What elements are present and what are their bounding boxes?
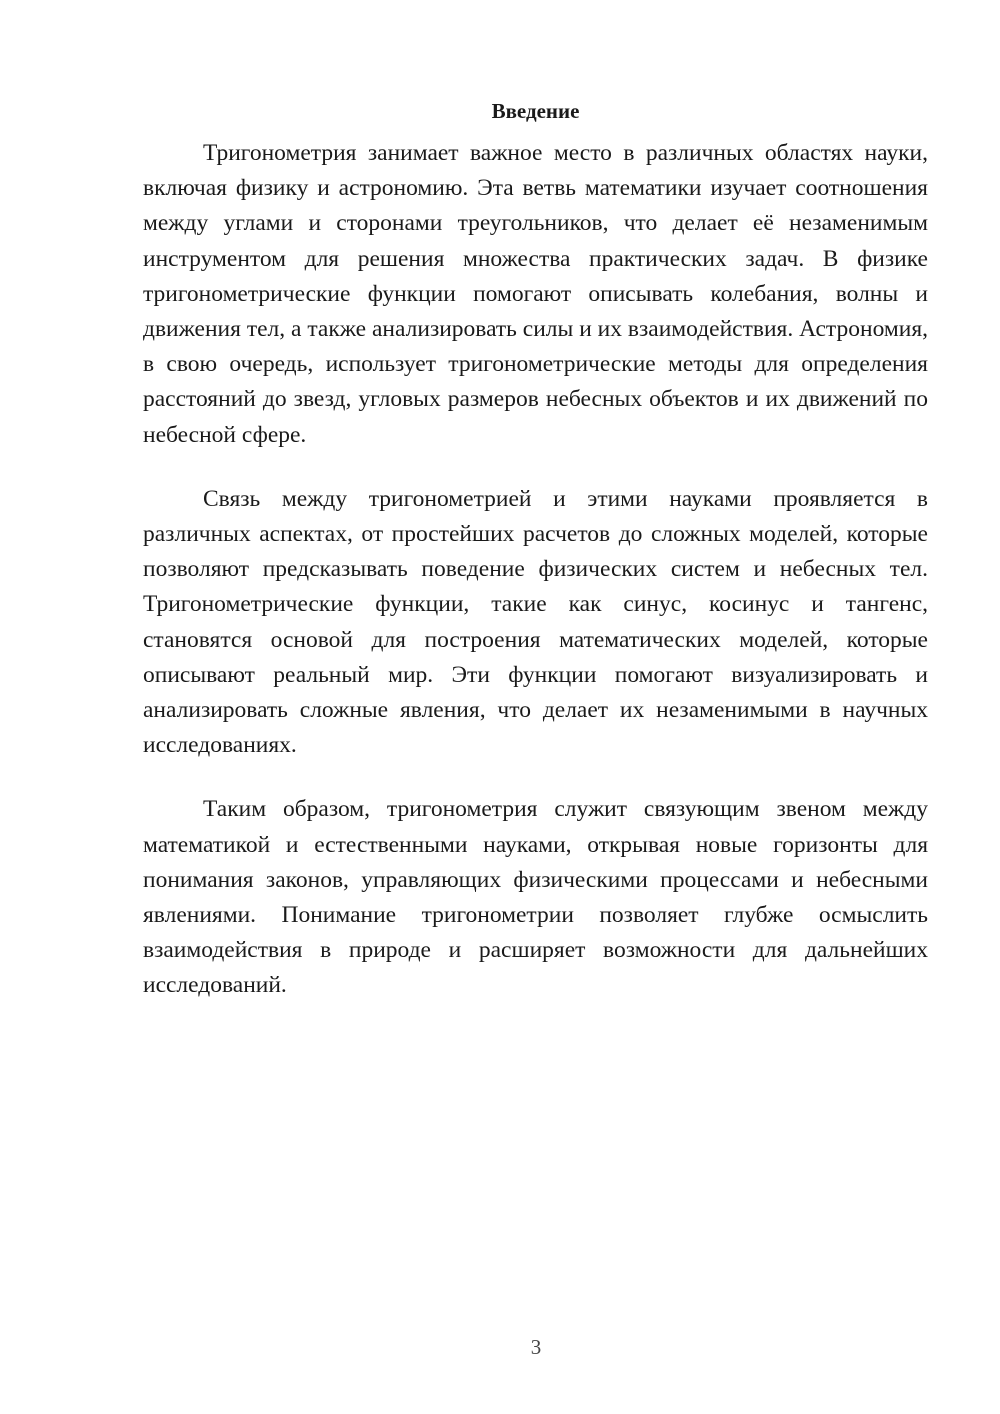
paragraph-3: Таким образом, тригонометрия служит связующим звеном между математикой и естественными науками, открывая новые горизонты для понимания законов, управляющих физическими процессами и небесными явлениями. Понимание тригонометрии позволяет глубже осмыслить взаимодействия в природе и расширяет возможности для дальнейших исследований. bbox=[143, 796, 928, 999]
page-content bbox=[143, 96, 928, 1033]
paragraph-2: Связь между тригонометрией и этими науками проявляется в различных аспектах, от простейших расчетов до сложных моделей, которые позволяют предсказывать поведение физических систем и небесных тел. Тригонометрические функции, такие как синус, косинус и тангенс, становятся основой для построения математических моделей, которые описывают реальный мир. Эти функции помогают визуализировать и анализировать сложные явления, что делает их незаменимыми в научных исследованиях. bbox=[143, 485, 928, 759]
paragraph-1: Тригонометрия занимает важное место в различных областях науки, включая физику и астрономию. Эта ветвь математики изучает соотношения между углами и сторонами треугольников, что делает её незаменимым инструментом для решения множества практических задач. В физике тригонометрические функции помогают описывать колебания, волны и движения тел, а также анализировать силы и их взаимодействия. Астрономия, в свою очередь, использует тригонометрические методы для определения расстояний до звезд, угловых размеров небесных объектов и их движений по небесной сфере. bbox=[143, 140, 928, 448]
section-heading: Введение bbox=[491, 99, 580, 123]
page-number: 3 bbox=[530, 1335, 542, 1359]
